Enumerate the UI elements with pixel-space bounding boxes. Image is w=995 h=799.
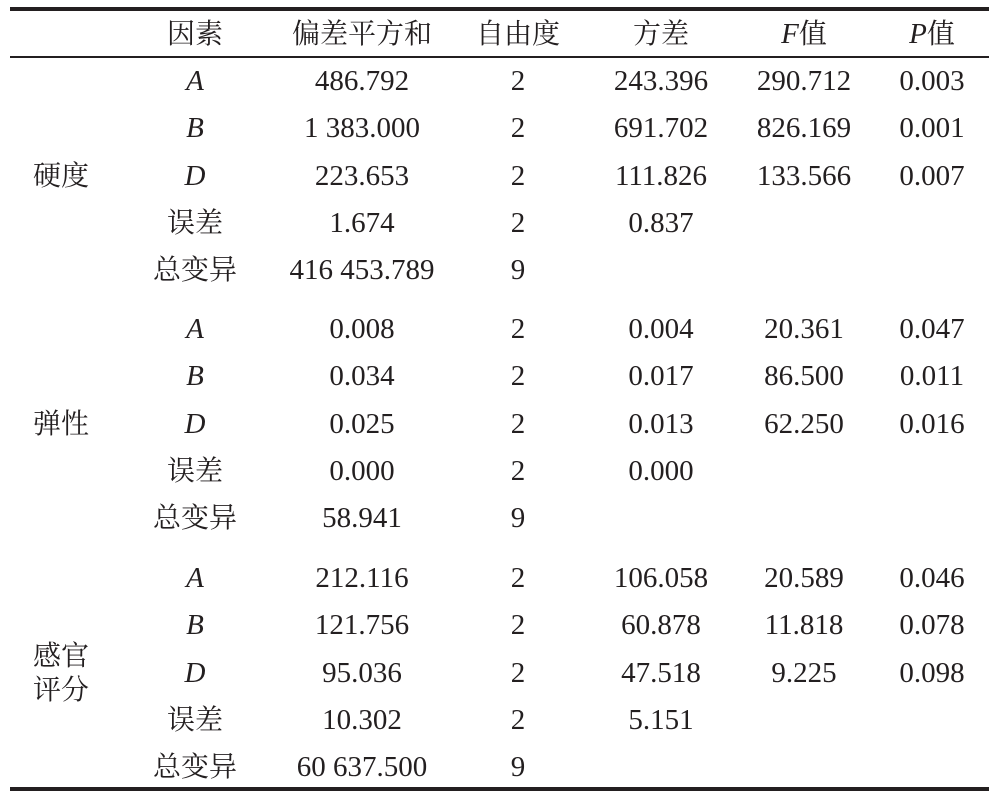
cell-factor: 总变异 xyxy=(152,253,238,287)
cell-ms: 0.837 xyxy=(628,206,694,239)
cell-p: 0.046 xyxy=(899,562,965,594)
header-p-symbol: P xyxy=(909,18,927,50)
cell-df: 2 xyxy=(510,206,526,239)
cell-df: 2 xyxy=(510,562,526,594)
cell-factor: D xyxy=(184,407,206,440)
cell-ss: 10.302 xyxy=(322,703,402,736)
cell-ms: 691.702 xyxy=(613,112,709,145)
cell-df: 2 xyxy=(510,656,526,689)
cell-factor: A xyxy=(186,313,204,345)
cell-p: 0.098 xyxy=(899,656,965,689)
cell-factor: 误差 xyxy=(166,205,224,239)
cell-factor: D xyxy=(184,159,206,192)
cell-df: 2 xyxy=(510,313,526,345)
header-f-value xyxy=(781,17,827,51)
cell-factor: B xyxy=(186,360,204,393)
cell-factor: B xyxy=(186,609,204,642)
table-header-rule xyxy=(10,56,989,58)
cell-ss: 1 383.000 xyxy=(304,112,420,145)
header-variance: 方差 xyxy=(632,17,690,50)
cell-p: 0.003 xyxy=(899,65,965,97)
cell-df: 2 xyxy=(510,454,526,487)
group-label xyxy=(33,159,89,193)
cell-ms: 0.004 xyxy=(628,313,694,345)
cell-f: 86.500 xyxy=(764,360,844,393)
cell-ss: 486.792 xyxy=(314,65,410,97)
header-p-suffix: 值 xyxy=(926,17,955,50)
header-degrees-of-freedom: 自由度 xyxy=(475,17,561,50)
cell-df: 2 xyxy=(510,407,526,440)
cell-p: 0.047 xyxy=(899,313,965,345)
cell-p: 0.078 xyxy=(899,609,965,642)
cell-ss: 1.674 xyxy=(329,206,395,239)
cell-ms: 47.518 xyxy=(621,656,701,689)
cell-f: 290.712 xyxy=(756,65,852,97)
cell-factor: A xyxy=(186,562,204,594)
cell-ms: 0.000 xyxy=(628,454,694,487)
cell-ms: 0.013 xyxy=(628,407,694,440)
cell-ms: 60.878 xyxy=(621,609,701,642)
cell-ss: 0.008 xyxy=(329,313,395,345)
header-f-symbol: F xyxy=(781,18,799,50)
header-p-value xyxy=(909,17,955,51)
cell-factor: 误差 xyxy=(166,453,224,487)
group-label-line: 评分 xyxy=(32,672,90,706)
cell-p: 0.001 xyxy=(899,112,965,145)
group-label-line: 弹性 xyxy=(32,406,90,440)
cell-ss: 0.000 xyxy=(329,454,395,487)
table-bottom-rule xyxy=(10,787,989,791)
cell-f: 20.589 xyxy=(764,562,844,594)
cell-f: 826.169 xyxy=(756,112,852,145)
cell-df: 2 xyxy=(510,703,526,736)
cell-ss: 0.034 xyxy=(329,360,395,393)
cell-df: 2 xyxy=(510,360,526,393)
cell-factor: D xyxy=(184,656,206,689)
cell-ms: 106.058 xyxy=(613,562,709,594)
cell-ss: 60 637.500 xyxy=(296,751,428,784)
cell-df: 2 xyxy=(510,609,526,642)
cell-f: 9.225 xyxy=(771,656,837,689)
cell-factor: B xyxy=(186,112,204,145)
cell-f: 11.818 xyxy=(764,609,844,642)
cell-ms: 111.826 xyxy=(614,159,708,192)
table-top-rule xyxy=(10,7,989,11)
cell-ss: 121.756 xyxy=(314,609,410,642)
header-sum-of-squares: 偏差平方和 xyxy=(291,17,433,50)
cell-ss: 0.025 xyxy=(329,407,395,440)
cell-ss: 58.941 xyxy=(322,502,402,535)
header-f-suffix: 值 xyxy=(798,17,827,50)
cell-df: 9 xyxy=(510,751,526,784)
cell-df: 9 xyxy=(510,254,526,287)
cell-p: 0.007 xyxy=(899,159,965,192)
cell-factor: 总变异 xyxy=(152,501,238,535)
cell-ms: 0.017 xyxy=(628,360,694,393)
group-label xyxy=(33,407,89,441)
cell-f: 20.361 xyxy=(764,313,844,345)
cell-df: 2 xyxy=(510,65,526,97)
group-label xyxy=(33,639,89,707)
cell-factor: 总变异 xyxy=(152,750,238,784)
cell-df: 9 xyxy=(510,502,526,535)
cell-df: 2 xyxy=(510,112,526,145)
cell-p: 0.011 xyxy=(899,360,965,393)
cell-factor: A xyxy=(186,65,204,97)
cell-ss: 212.116 xyxy=(315,562,409,594)
group-label-line: 感官 xyxy=(32,638,90,672)
cell-ss: 95.036 xyxy=(322,656,402,689)
cell-ms: 243.396 xyxy=(613,65,709,97)
cell-f: 62.250 xyxy=(764,407,844,440)
cell-factor: 误差 xyxy=(166,702,224,736)
cell-f: 133.566 xyxy=(756,159,852,192)
cell-ss: 223.653 xyxy=(314,159,410,192)
cell-df: 2 xyxy=(510,159,526,192)
group-label-line: 硬度 xyxy=(32,158,90,192)
cell-p: 0.016 xyxy=(899,407,965,440)
cell-ms: 5.151 xyxy=(628,703,694,736)
cell-ss: 416 453.789 xyxy=(289,254,435,287)
header-factor: 因素 xyxy=(166,17,224,50)
